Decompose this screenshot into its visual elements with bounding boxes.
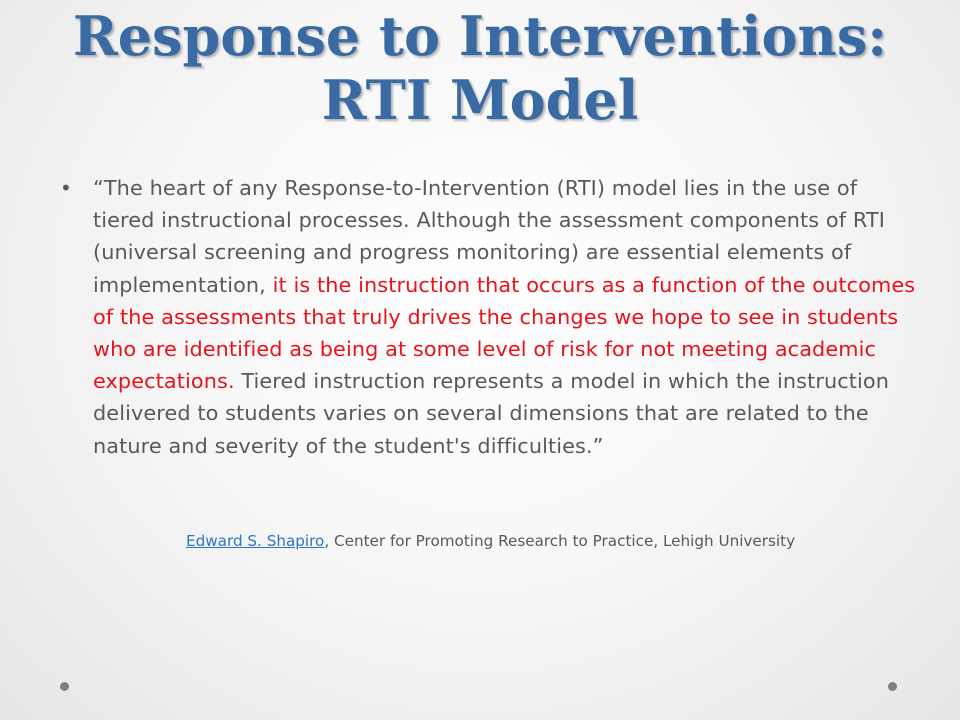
- citation-affiliation: , Center for Promoting Research to Practice, Lehigh University: [324, 532, 796, 550]
- citation: [186, 530, 795, 552]
- quote-highlight: it is the instruction that occurs as a function of the outcomes of the assessments that truly drives the changes we hope to see in students who are identified as being at some level of risk for not meeting academic expectations.: [93, 272, 916, 394]
- slide-title: [0, 4, 960, 132]
- corner-dot-icon: [888, 682, 897, 691]
- quote-text-end: Tiered instruction represents a model in which the instruction delivered to students varies on several dimensions that are related to the nature and severity of the student's difficulties.”: [93, 369, 890, 458]
- bullet-icon: •: [60, 176, 72, 200]
- title-line-1: Response to Interventions:: [72, 4, 888, 68]
- corner-dot-icon: [60, 682, 69, 691]
- quote-text-start: “The heart of any Response-to-Intervention (RTI) model lies in the use of tiered instructional processes. Although the assessment components of RTI (universal screening and progress monitoring) are essential elements of implementation,: [93, 176, 885, 297]
- author-link[interactable]: Edward S. Shapiro: [186, 532, 325, 550]
- title-line-2: RTI Model: [321, 68, 639, 132]
- quote-paragraph: [93, 172, 923, 462]
